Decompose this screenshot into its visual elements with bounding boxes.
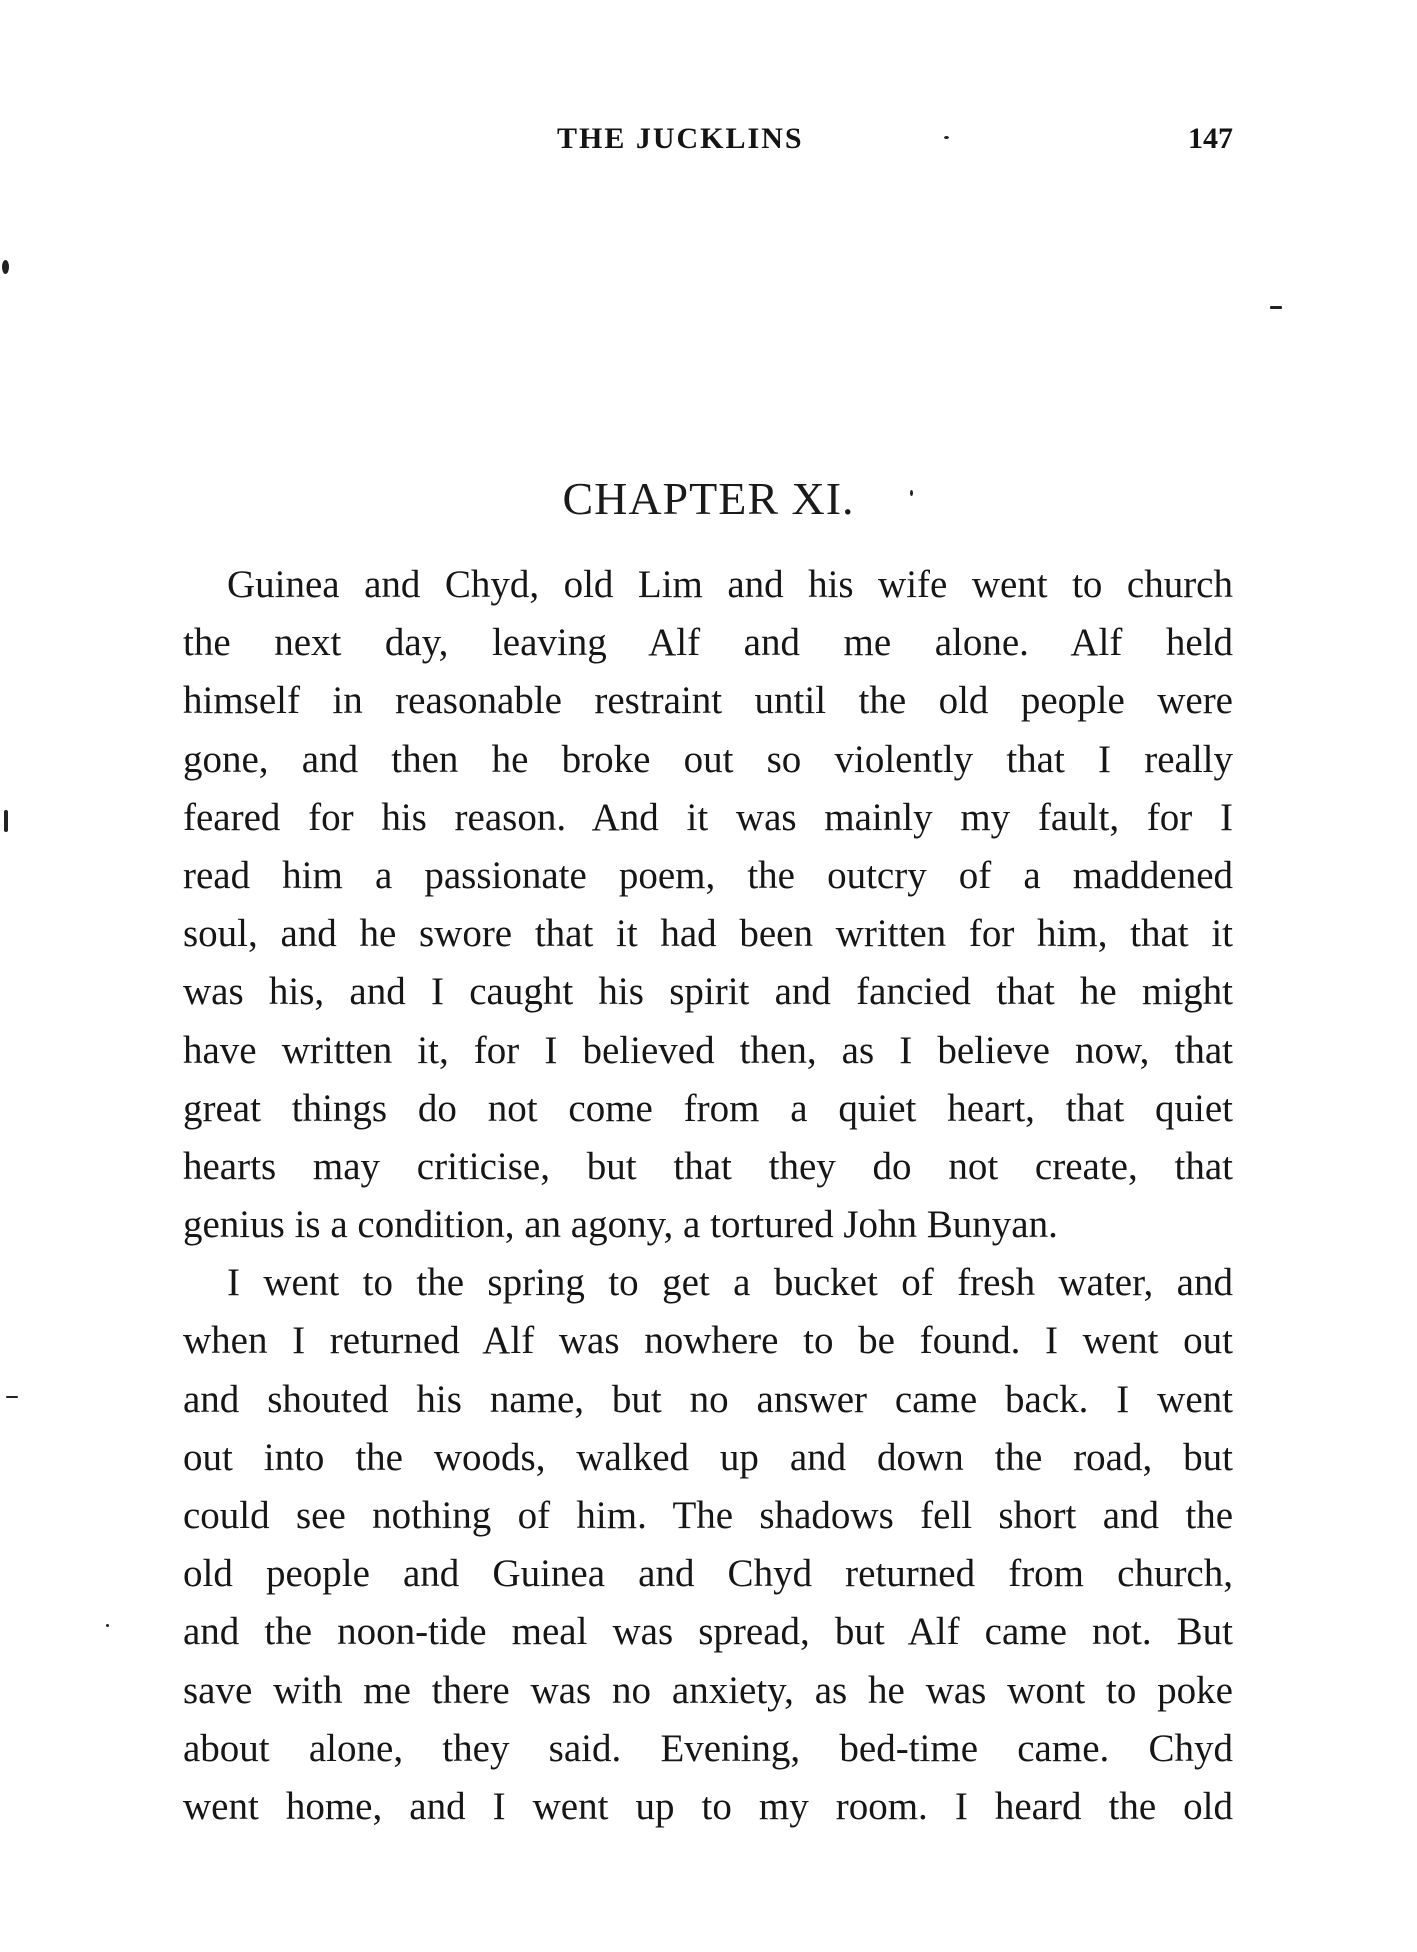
text-line: soul, and he swore that it had been written for him, that it (183, 912, 1233, 956)
text-line: save with me there was no anxiety, as he was wont to poke (183, 1668, 1233, 1712)
text-line: about alone, they said. Evening, bed-time came. Chyd (183, 1726, 1233, 1770)
chapter-title: CHAPTER XI. (562, 473, 855, 524)
text-line: genius is a condition, an agony, a tortured John Bunyan. (183, 1203, 1058, 1247)
scan-speck (944, 136, 949, 139)
scan-speck (2, 260, 9, 274)
text-line: himself in reasonable restraint until the old people were (183, 679, 1233, 723)
text-line: hearts may criticise, but that they do not create, that (183, 1144, 1233, 1188)
text-line: was his, and I caught his spirit and fancied that he might (183, 970, 1233, 1014)
page-number: 147 (1188, 122, 1233, 155)
running-title: THE JUCKLINS (557, 122, 804, 155)
text-line: I went to the spring to get a bucket of fresh water, and (227, 1261, 1233, 1305)
scan-speck (106, 1624, 109, 1627)
scan-speck (910, 490, 913, 496)
scan-speck (6, 1396, 18, 1398)
body-text (183, 556, 1233, 1836)
text-line: feared for his reason. And it was mainly my fault, for I (183, 795, 1233, 839)
text-line: old people and Guinea and Chyd returned from church, (183, 1552, 1233, 1596)
text-line: read him a passionate poem, the outcry of a maddened (183, 853, 1233, 897)
text-line: Guinea and Chyd, old Lim and his wife went to church (227, 563, 1233, 606)
running-head (0, 122, 1417, 172)
text-line: went home, and I went up to my room. I heard the old (183, 1784, 1233, 1828)
scan-speck (4, 810, 8, 832)
text-line: have written it, for I believed then, as I believe now, that (183, 1028, 1233, 1072)
text-line: and the noon-tide meal was spread, but Alf came not. But (183, 1610, 1233, 1654)
text-line: out into the woods, walked up and down the road, but (183, 1435, 1233, 1479)
scan-speck (1270, 306, 1282, 309)
text-line: and shouted his name, but no answer came back. I went (183, 1377, 1233, 1421)
text-line: the next day, leaving Alf and me alone. Alf held (183, 621, 1233, 665)
text-line: when I returned Alf was nowhere to be found. I went out (183, 1319, 1233, 1363)
text-line: gone, and then he broke out so violently that I really (183, 737, 1233, 781)
text-line: could see nothing of him. The shadows fell short and the (183, 1494, 1233, 1537)
text-line: great things do not come from a quiet heart, that quiet (183, 1086, 1233, 1130)
